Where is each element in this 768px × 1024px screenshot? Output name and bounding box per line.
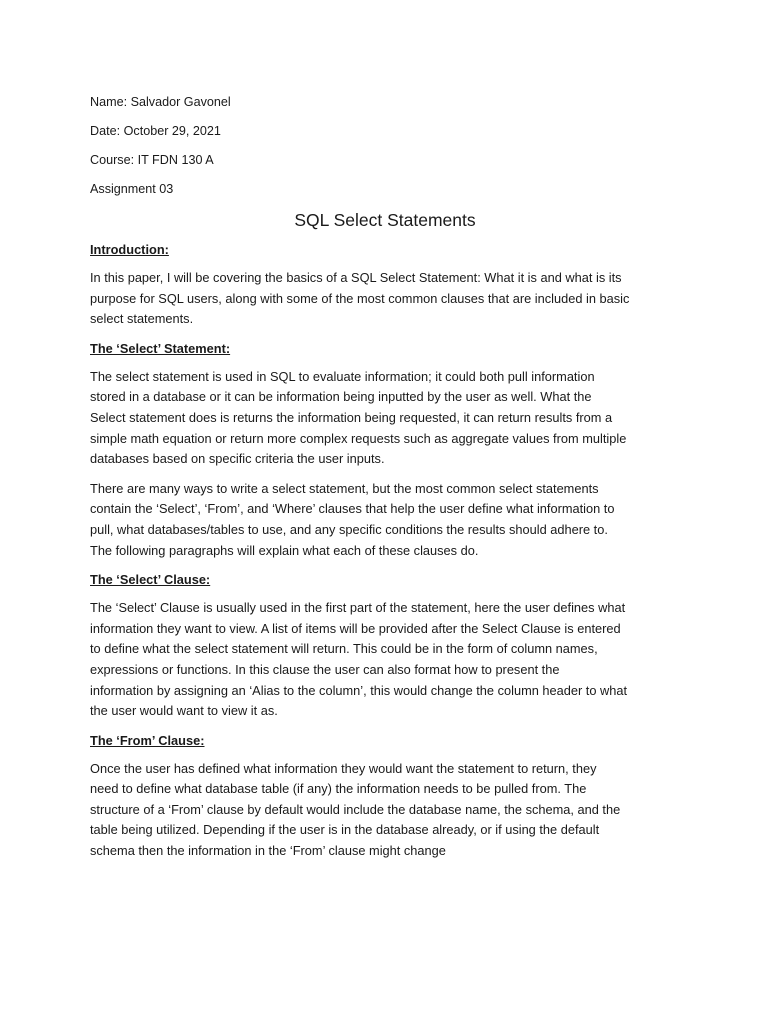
course-code: Course: IT FDN 130 A [90,153,214,167]
select-clause-paragraph: The ‘Select’ Clause is usually used in the first part of the statement, here the user defines what information they want to view. A list of items will be provided after the Select Clause is entered to define what the select statement will return. This could be in the form of column names, expressions or functions. In this clause the user can also format how to present the information by assigning an ‘Alias to the column’, this would change the column header to what the user would want to view it as. [90,600,628,719]
section-heading-select-clause: The ‘Select’ Clause: [90,572,211,588]
from-clause-paragraph: Once the user has defined what information they would want the statement to return, they need to define what database table (if any) the information needs to be pulled from. The structure of a ‘From’ clause by default would include the database name, the schema, and the table being utilized. Depending if the user is in the database already, or if using the default schema then the information in the ‘From’ clause might change [90,760,621,859]
author-name: Name: Salvador Gavonel [90,95,231,109]
document-title: SQL Select Statements [294,210,476,230]
document-date: Date: October 29, 2021 [90,124,221,138]
select-statement-paragraph-2: There are many ways to write a select statement, but the most common select statements contain the ‘Select’, ‘From’, and ‘Where’ clauses that help the user define what information to pull, what databases/tables to use, and any specific conditions the results should adhere to. The following paragraphs will explain what each of these clauses do. [90,480,615,558]
document-body [90,92,680,871]
assignment-number: Assignment 03 [90,182,174,196]
section-heading-introduction: Introduction: [90,242,169,257]
introduction-paragraph: In this paper, I will be covering the basics of a SQL Select Statement: What it is and what is its purpose for SQL users, along with some of the most common clauses that are included in basic select statements. [90,270,630,327]
select-statement-paragraph-1: The select statement is used in SQL to evaluate information; it could both pull information stored in a database or it can be information being inputted by the user as well. What the Select statement does is returns the information being requested, it can return results from a simple math equation or return more complex requests such as aggregate values from multiple databases based on specific criteria the user inputs. [90,368,627,467]
section-heading-select-statement: The ‘Select’ Statement: [90,340,231,356]
section-heading-from-clause: The ‘From’ Clause: [90,732,205,748]
